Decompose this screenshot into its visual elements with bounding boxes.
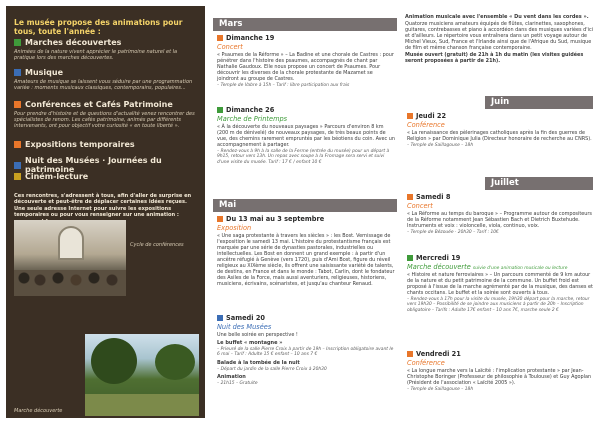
section-text: Amateurs de musique se laissent vous séduire par une programmation variée : moments musicaux classiques, contemporains, populaires...: [14, 79, 193, 92]
event-info: Musée ouvert (gratuit) de 21h à 1h du matin (les visites guidées seront proposées à partir de 21h).: [405, 52, 584, 64]
orange-square-icon: [217, 216, 223, 222]
month-bar-mai: Mai: [213, 199, 397, 212]
event-nuit-musees: [217, 314, 395, 387]
event-category: Marche de Printemps: [217, 115, 288, 123]
arch-window-shape: [58, 226, 84, 260]
photo-caption-marche: Marche découverte: [14, 408, 63, 414]
event-juin-22: [407, 112, 593, 148]
section-marches: [14, 38, 199, 61]
orange-square-icon: [407, 113, 413, 119]
section-title: Conférences et Cafés Patrimoine: [25, 100, 173, 109]
event-text: « Une saga protestante à travers les siècles » : les Bost. Vernissage de l'exposition le samedi 13 mai. L'histoire du protestantisme français est marquée par une série de dynasties pastorales, industrielles ou intellectuelles. Les Bost en donnent un grand exemple : à partir d'un ancêtre réfugié à Genève (vers 1720), puis d'Ami Bost, figure du réveil religieux au XIXème siècle, ils offrent une saisissante variété de talents, de destins, en France et dans le monde : Tabot, Carlin, dont le fondateur des Asiles de la Force, mais aussi aventuriers, religieuses, historiens, musiciens, écrivains, scénaristes, et jusqu'au chanteur Renaud.: [217, 233, 395, 287]
green-square-icon: [14, 39, 21, 46]
orange-square-icon: [217, 35, 223, 41]
hiking-photo: [85, 334, 199, 416]
section-text: Animées de la nature vivent apprécier le patrimoine naturel et la pratique lors des marches découvertes.: [14, 49, 178, 62]
event-subtitle: Le buffet « montagne »: [217, 340, 283, 346]
intro-text: Le musée propose des animations pour tous, toute l'année :: [14, 18, 183, 36]
section-title: Musique: [25, 68, 64, 77]
section-title: Marches découvertes: [25, 38, 122, 47]
section-text: Pour prendre d'histoire et de questions d'actualité venez rencontrer des spécialistes de renom. Les cafés patrimoine, animés par différents intervenants, ont pour objectif votre curiosité « en toute liberté ».: [14, 111, 195, 130]
event-mars-26: [217, 106, 395, 165]
green-square-icon: [407, 255, 413, 261]
section-title: Ciném-lecture: [25, 172, 89, 181]
event-juillet-8: [407, 193, 593, 235]
section-expositions: [14, 140, 199, 149]
audience-shape: [14, 270, 126, 296]
event-nuit-musique: [405, 14, 593, 64]
event-category: Conférence: [407, 359, 445, 367]
green-square-icon: [217, 107, 223, 113]
event-date: Samedi 8: [416, 193, 451, 201]
event-category: Concert: [217, 43, 243, 51]
event-text: « À la découverte du nouveaux paysages » Parcours d'environ 8 km (200 m de dénivelé) de nouveaux paysages, de très beaux points de vue, des chemins rarement empruntés par les béotiens du coin. Avec un accompagnement à partager.: [217, 124, 395, 148]
section-conferences: [14, 100, 199, 130]
event-text: Une belle soirée en perspective !: [217, 332, 298, 338]
event-text: « Psaumes de la Réforme » – La Badine et une chorale de Castres : pour pénétrer dans l'histoire des psaumes, accompagnés de chant par Nathalie Gaudoux. Elle nous propose un concert de Psaumes. Pour découvrir les diverses de la chorale protestante de Mazamet se joindront au groupe de Castres.: [217, 52, 394, 82]
event-date: Jeudi 22: [416, 112, 447, 120]
orange-square-icon: [407, 351, 413, 357]
event-info: – Rendez-vous à 17h pour la visite du musée, 19h30 départ pour la marche, retour vers 19h30 – Possibilité de se joindre aux musiciens à partir de 20h – Inscription obligatoire – Tarifs : Adulte 17€ enfant – 10 ans 7€, marche seule 2 €: [407, 297, 590, 313]
orange-square-icon: [407, 194, 413, 200]
event-text: « La renaissance des pèlerinages catholiques après la fin des guerres de Religion » par Dominique Julia (Directeur honoraire de recherche au CNRS).: [407, 130, 592, 142]
event-text: « La Réforme au temps du baroque » – Programme autour de compositeurs de la Réforme notamment Jean Sébastien Bach et Dietrich Buxtehude. Instruments et voix : violoncelle, viola, continuo, voix.: [407, 211, 592, 229]
event-info: – Temple de Saillagouse – 18h: [407, 143, 474, 148]
blue-square-icon: [14, 69, 21, 76]
event-date: Mercredi 19: [416, 254, 461, 262]
orange-square-icon: [14, 141, 21, 148]
yellow-square-icon: [14, 173, 21, 180]
event-subtitle: Animation: [217, 374, 246, 381]
event-text: « Histoire et nature ferroviaires » – Un parcours commenté de 9 km autour de la nature et du petit patrimoine de la commune. Un buffet froid est proposé à l'issue de la marche agrémenté par de la musique, des danses et chants occitans. Le buffet et la soirée sont ouverts à tous.: [407, 272, 593, 296]
month-bar-juillet: Juillet: [485, 177, 593, 190]
event-info: – Départ du jardin de la salle Pierre Croix à 20h30: [217, 366, 327, 372]
event-date: Dimanche 19: [226, 34, 275, 42]
section-title: Expositions temporaires: [25, 140, 135, 149]
path-shape: [85, 394, 199, 416]
tree-shape: [155, 344, 195, 380]
event-juillet-19: [407, 254, 593, 313]
event-category: Marche découverte: [407, 263, 471, 271]
blue-square-icon: [217, 315, 223, 321]
left-panel: [6, 6, 205, 418]
event-info: – Temple de Bézouée · 20h30 – Tarif : 10€: [407, 230, 499, 235]
closing-text: Ces rencontres, s'adressent à tous, afin d'aller de surprise en découverte et peut-être de déplacer certaines idées reçues. Une seule adresse Internet pour suivre les expositions temporaires ou pour vous renseigner sur une animation :: [14, 193, 192, 219]
event-exposition: [217, 215, 395, 287]
section-title: Nuit des Musées · Journées du patrimoine: [25, 156, 162, 174]
event-category-note: suivie d'une animation musicale ou lecture: [472, 266, 568, 271]
event-info: – Prieuré de la salle Pierre Croix à partir de 19h – Inscription obligatoire avant le 6 mai – Tarif : Adulte 15 € enfant – 10 ans 7 €: [217, 347, 394, 358]
event-info: – Temple de Vabre à 15h – Tarif : libre participation aux frais: [217, 83, 350, 88]
photo-caption-conferences: Cycle de conférences: [130, 242, 184, 248]
event-subtitle: Balade à la tombée de la nuit: [217, 359, 300, 366]
event-category: Nuit des Musées: [217, 323, 272, 331]
event-date: Du 13 mai au 3 septembre: [226, 215, 325, 223]
orange-square-icon: [14, 101, 21, 108]
event-info: – 21h15 – Gratuite: [217, 381, 258, 387]
event-date: Vendredi 21: [416, 350, 461, 358]
event-info: – Temple de Saillagouse – 18h: [407, 387, 474, 392]
event-category: Conférence: [407, 121, 445, 129]
event-text: « La longue marche vers la Laïcité : l'implication protestante » par Jean-Christophe Boringer (Professeur de philosophie à Toulouse) et Guy Agoplan (Président de l'association « Laïcité 2005 »).: [407, 368, 592, 386]
tree-shape: [91, 338, 137, 384]
month-bar-mars: Mars: [213, 18, 397, 31]
event-info: – Rendez-vous à 9h à la salle de la Ferme (entrée du musée) pour un départ à 9h15, retour vers 13h. Un repas avec soupe à la Fromage sera servi et suivi d'une visite du musée. Tarif : 17 € / enfant 10 €: [217, 149, 390, 165]
month-bar-juin: Juin: [485, 96, 593, 109]
event-juillet-21: [407, 350, 593, 392]
blue-square-icon: [14, 162, 21, 169]
event-category: Exposition: [217, 224, 252, 232]
section-musique: [14, 68, 199, 91]
section-cinema: [14, 172, 199, 181]
event-date: Dimanche 26: [226, 106, 275, 114]
conference-photo: [14, 220, 126, 296]
event-subtitle: Animation musicale avec l'ensemble « Du vent dans les cordes ».: [405, 14, 589, 20]
event-category: Concert: [407, 202, 433, 210]
event-date: Samedi 20: [226, 314, 265, 322]
event-mars-19: [217, 34, 395, 88]
event-text: Quatorze musiciens amateurs équipés de flûtes, clarinettes, saxophones, guitares, contrebasses et piano à accordéon dans des musiques variées d'ici et d'ailleurs. Le répertoire vous entraînera dans un petit voyage autour de Michel Vieux, Sud, France et l'Irlande ainsi que de l'Afrique du Sud, musique de film et même chanson française contemporaine.: [405, 21, 593, 51]
